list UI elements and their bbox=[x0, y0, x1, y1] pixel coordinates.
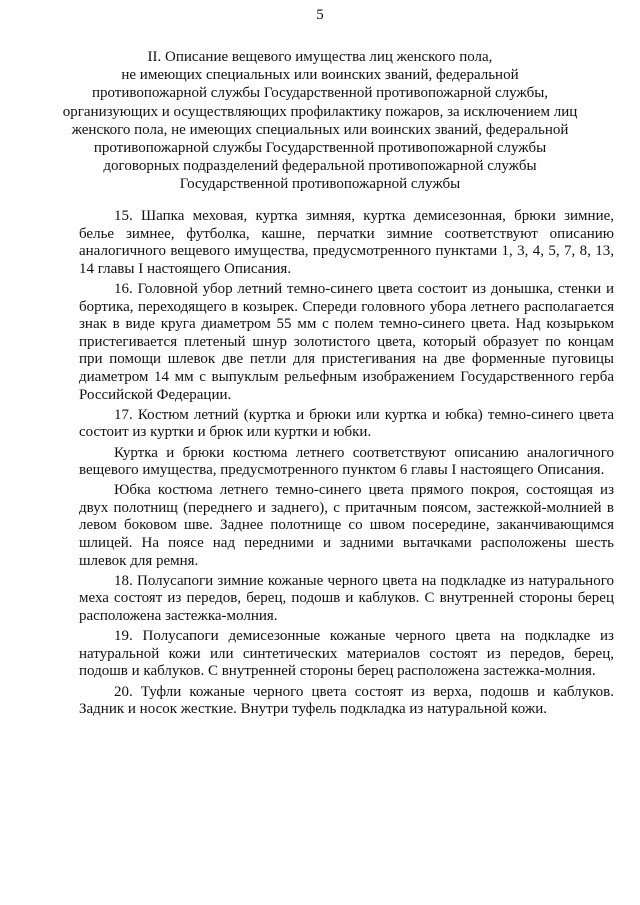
heading-line: организующих и осуществляющих профилактику пожаров, за исключением лиц bbox=[62, 103, 578, 120]
heading-line: противопожарной службы Государственной противопожарной службы bbox=[93, 140, 547, 157]
paragraph-item-15: 15. Шапка меховая, куртка зимняя, куртка демисезонная, брюки зимние, белье зимнее, футболка, кашне, перчатки зимние соответствуют описанию аналогичного вещевого имущества, предусмотренного пунктами 1, 3, 4, 5, 7, 8, 13, 14 главы I настоящего Описания. bbox=[79, 208, 614, 277]
page-number: 5 bbox=[316, 7, 324, 23]
heading-line: противопожарной службы Государственной противопожарной службы, bbox=[91, 85, 549, 102]
paragraph-item-18: 18. Полусапоги зимние кожаные черного цвета на подкладке из натурального меха состоят из передов, берец, подошв и каблуков. С внутренней стороны берец расположена застежка-молния. bbox=[79, 572, 614, 625]
body-text bbox=[79, 208, 614, 721]
paragraph-item-16: 16. Головной убор летний темно-синего цвета состоит из донышка, стенки и бортика, переходящего в козырек. Спереди головного убора летнего располагается знак в виде круга диаметром 55 мм с полем темно-синего цвета. Над козырьком пристегивается плетеный шнур золотистого цвета, который образует по концам при помощи шлевок две петли для пристегивания на две форменные пуговицы диаметром 14 мм с выпуклым рельефным изображением Государственного герба Российской Федерации. bbox=[79, 280, 614, 403]
heading-line: Государственной противопожарной службы bbox=[179, 176, 461, 193]
heading-line: не имеющих специальных или воинских званий, федеральной bbox=[121, 67, 519, 84]
paragraph-skirt: Юбка костюма летнего темно-синего цвета прямого покроя, состоящая из двух полотнищ (переднего и заднего), с притачным поясом, застежкой-молнией в левом боковом шве. Заднее полотнище со швом посередине, заканчивающимся шлицей. На поясе над передними и задними вытачками расположены шесть шлевок для ремня. bbox=[79, 482, 614, 569]
paragraph-item-19: 19. Полусапоги демисезонные кожаные черного цвета на подкладке из натуральной кожи или синтетических материалов состоят из передов, берец, подошв и каблуков. С внутренней стороны берец расположена застежка-молния. bbox=[79, 628, 614, 680]
paragraph-jacket-trousers: Куртка и брюки костюма летнего соответствуют описанию аналогичного вещевого имущества, предусмотренного пунктом 6 главы I настоящего Описания. bbox=[79, 444, 614, 479]
heading-line: II. Описание вещевого имущества лиц женского пола, bbox=[147, 49, 493, 65]
heading-line: договорных подразделений федеральной противопожарной службы bbox=[103, 158, 537, 175]
heading-line: женского пола, не имеющих специальных или воинских званий, федеральной bbox=[71, 121, 569, 138]
section-heading bbox=[40, 48, 600, 194]
paragraph-item-17: 17. Костюм летний (куртка и брюки или куртка и юбка) темно-синего цвета состоит из куртки и брюк или куртки и юбки. bbox=[79, 406, 614, 441]
paragraph-item-20: 20. Туфли кожаные черного цвета состоят из верха, подошв и каблуков. Задник и носок жесткие. Внутри туфель подкладка из натуральной кожи. bbox=[79, 683, 614, 718]
